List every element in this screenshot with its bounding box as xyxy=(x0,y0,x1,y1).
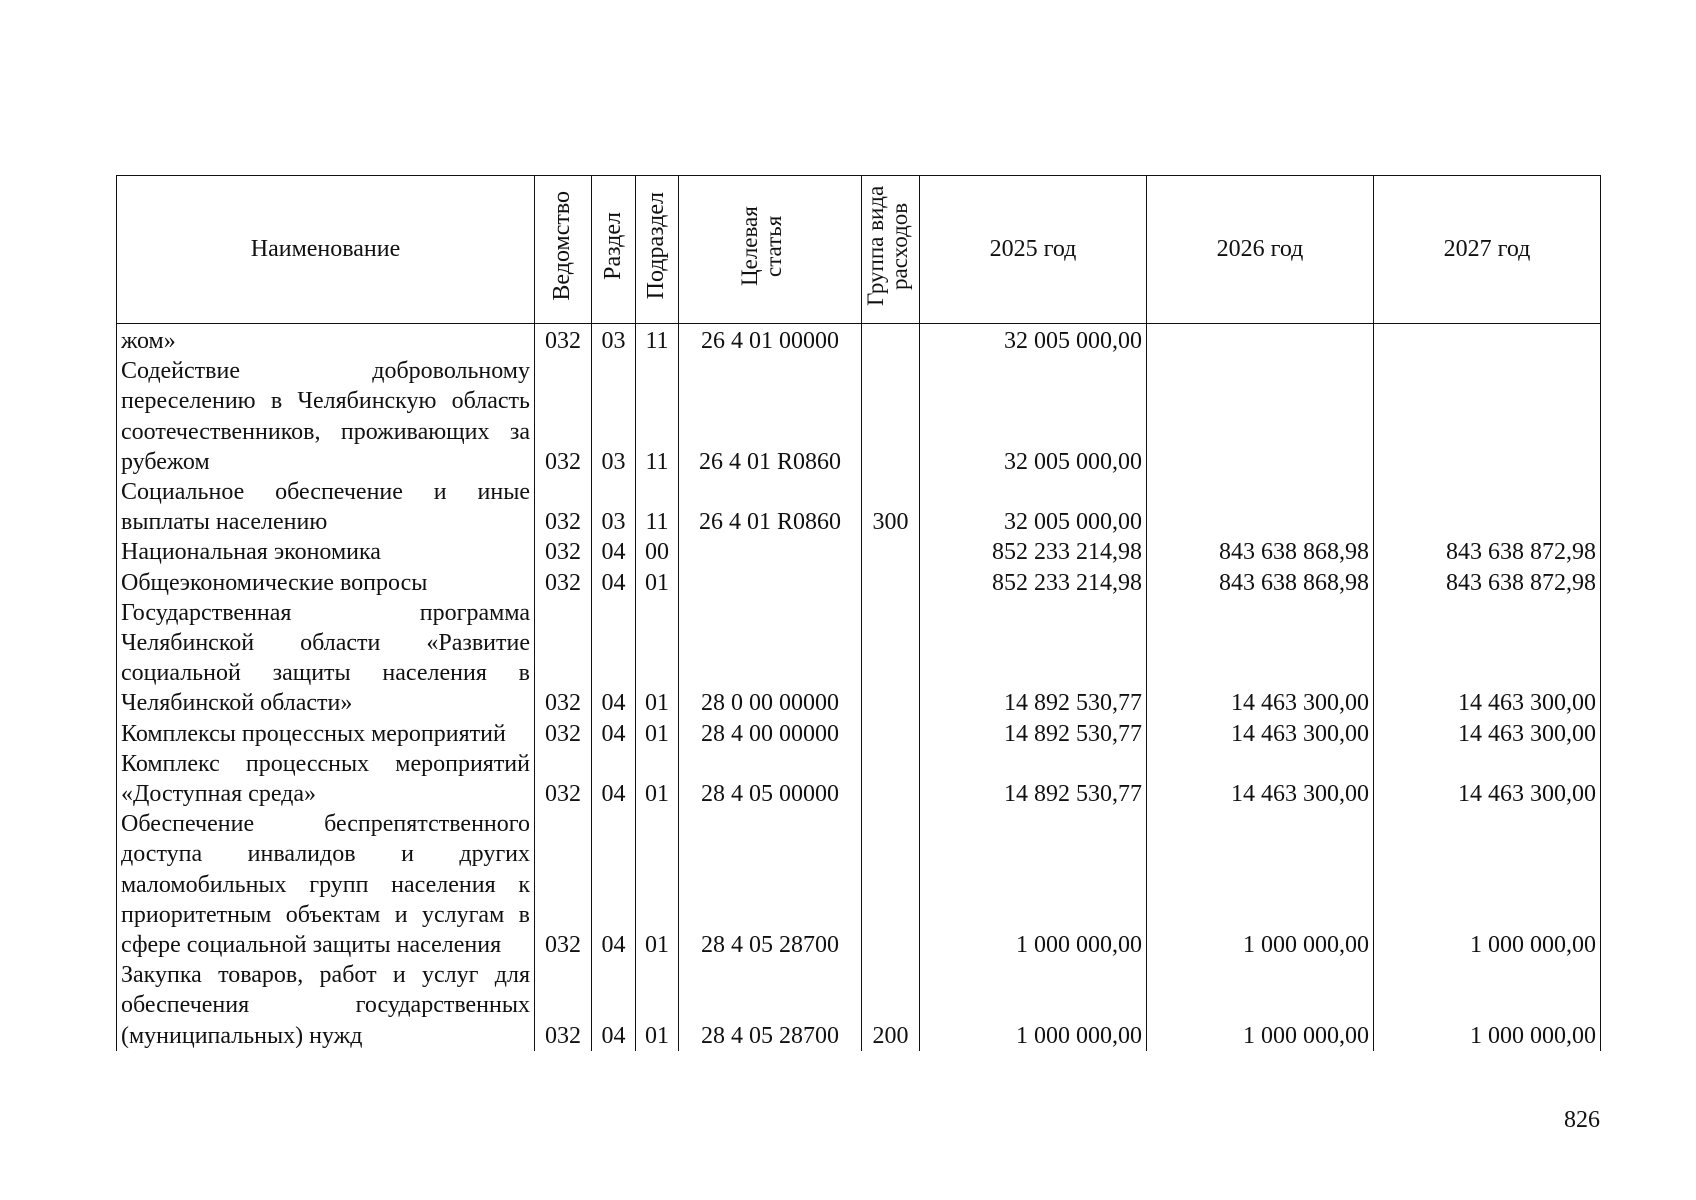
row-amount-2026: 1 000 000,00 xyxy=(1147,960,1374,1051)
row-amount-2026 xyxy=(1147,477,1374,537)
table-row xyxy=(117,477,1601,537)
row-podrazdel: 00 xyxy=(636,537,679,567)
row-vedomstvo: 032 xyxy=(535,356,592,477)
row-amount-2027 xyxy=(1374,324,1601,357)
table-row xyxy=(117,568,1601,598)
row-gruppa xyxy=(862,598,920,719)
table-row xyxy=(117,960,1601,1051)
row-vedomstvo: 032 xyxy=(535,809,592,960)
row-name: Содействие добровольному переселению в Челябинскую область соотечественников, проживающих за рубежом xyxy=(117,356,535,477)
row-name: Общеэкономические вопросы xyxy=(117,568,535,598)
row-razdel: 04 xyxy=(592,598,636,719)
row-gruppa xyxy=(862,568,920,598)
row-podrazdel: 01 xyxy=(636,809,679,960)
row-gruppa xyxy=(862,809,920,960)
row-vedomstvo: 032 xyxy=(535,324,592,357)
row-gruppa: 300 xyxy=(862,477,920,537)
row-amount-2027: 14 463 300,00 xyxy=(1374,749,1601,809)
row-celevaya-statya: 28 4 00 00000 xyxy=(679,719,862,749)
row-amount-2026: 843 638 868,98 xyxy=(1147,568,1374,598)
row-podrazdel: 01 xyxy=(636,749,679,809)
row-name: Комплексы процессных мероприятий xyxy=(117,719,535,749)
row-amount-2027: 14 463 300,00 xyxy=(1374,719,1601,749)
row-podrazdel: 01 xyxy=(636,598,679,719)
row-amount-2025: 14 892 530,77 xyxy=(920,598,1147,719)
row-celevaya-statya: 26 4 01 00000 xyxy=(679,324,862,357)
row-vedomstvo: 032 xyxy=(535,719,592,749)
row-razdel: 03 xyxy=(592,324,636,357)
header-name: Наименование xyxy=(117,176,535,324)
header-year-2027: 2027 год xyxy=(1374,176,1601,324)
row-podrazdel: 11 xyxy=(636,477,679,537)
row-amount-2026: 14 463 300,00 xyxy=(1147,749,1374,809)
header-vedomstvo: Ведомство xyxy=(535,176,592,324)
row-amount-2026: 14 463 300,00 xyxy=(1147,719,1374,749)
row-razdel: 04 xyxy=(592,960,636,1051)
row-name: Национальная экономика xyxy=(117,537,535,567)
table-header-row xyxy=(117,176,1601,324)
row-celevaya-statya xyxy=(679,568,862,598)
row-amount-2026: 843 638 868,98 xyxy=(1147,537,1374,567)
row-amount-2025: 852 233 214,98 xyxy=(920,568,1147,598)
row-vedomstvo: 032 xyxy=(535,598,592,719)
row-razdel: 04 xyxy=(592,537,636,567)
row-vedomstvo: 032 xyxy=(535,537,592,567)
row-name: Обеспечение беспрепятственного доступа инвалидов и других маломобильных групп населения к приоритетным объектам и услугам в сфере социальной защиты населения xyxy=(117,809,535,960)
table-row xyxy=(117,719,1601,749)
row-gruppa: 200 xyxy=(862,960,920,1051)
row-gruppa xyxy=(862,719,920,749)
table-row xyxy=(117,356,1601,477)
row-name: Комплекс процессных мероприятий «Доступная среда» xyxy=(117,749,535,809)
row-amount-2025: 1 000 000,00 xyxy=(920,809,1147,960)
header-razdel: Раздел xyxy=(592,176,636,324)
budget-table xyxy=(116,175,1601,1051)
table-body xyxy=(117,324,1601,1051)
row-amount-2027 xyxy=(1374,356,1601,477)
row-razdel: 04 xyxy=(592,809,636,960)
row-amount-2025: 32 005 000,00 xyxy=(920,477,1147,537)
row-podrazdel: 11 xyxy=(636,356,679,477)
row-amount-2025: 852 233 214,98 xyxy=(920,537,1147,567)
row-celevaya-statya: 28 4 05 00000 xyxy=(679,749,862,809)
row-razdel: 04 xyxy=(592,719,636,749)
row-amount-2025: 14 892 530,77 xyxy=(920,749,1147,809)
row-vedomstvo: 032 xyxy=(535,749,592,809)
row-amount-2027: 1 000 000,00 xyxy=(1374,809,1601,960)
budget-table-container xyxy=(116,175,1600,1051)
row-vedomstvo: 032 xyxy=(535,568,592,598)
header-podrazdel: Подраздел xyxy=(636,176,679,324)
row-amount-2027: 1 000 000,00 xyxy=(1374,960,1601,1051)
table-row xyxy=(117,809,1601,960)
row-gruppa xyxy=(862,537,920,567)
row-podrazdel: 01 xyxy=(636,960,679,1051)
row-celevaya-statya xyxy=(679,537,862,567)
row-podrazdel: 01 xyxy=(636,719,679,749)
row-amount-2027: 843 638 872,98 xyxy=(1374,568,1601,598)
row-amount-2025: 32 005 000,00 xyxy=(920,356,1147,477)
header-gruppa-vida-rashodov: Группа вида расходов xyxy=(862,176,920,324)
header-year-2026: 2026 год xyxy=(1147,176,1374,324)
row-amount-2025: 1 000 000,00 xyxy=(920,960,1147,1051)
row-celevaya-statya: 26 4 01 R0860 xyxy=(679,477,862,537)
row-amount-2026 xyxy=(1147,356,1374,477)
row-vedomstvo: 032 xyxy=(535,960,592,1051)
row-amount-2026: 14 463 300,00 xyxy=(1147,598,1374,719)
table-row xyxy=(117,324,1601,357)
row-razdel: 03 xyxy=(592,477,636,537)
row-razdel: 03 xyxy=(592,356,636,477)
page-number: 826 xyxy=(1564,1107,1600,1133)
row-razdel: 04 xyxy=(592,749,636,809)
row-name: Закупка товаров, работ и услуг для обеспечения государственных (муниципальных) нужд xyxy=(117,960,535,1051)
row-amount-2027: 843 638 872,98 xyxy=(1374,537,1601,567)
row-amount-2026: 1 000 000,00 xyxy=(1147,809,1374,960)
row-podrazdel: 11 xyxy=(636,324,679,357)
header-year-2025: 2025 год xyxy=(920,176,1147,324)
row-celevaya-statya: 26 4 01 R0860 xyxy=(679,356,862,477)
row-vedomstvo: 032 xyxy=(535,477,592,537)
row-celevaya-statya: 28 0 00 00000 xyxy=(679,598,862,719)
row-amount-2027: 14 463 300,00 xyxy=(1374,598,1601,719)
header-celevaya-statya: Целевая статья xyxy=(679,176,862,324)
row-celevaya-statya: 28 4 05 28700 xyxy=(679,809,862,960)
row-gruppa xyxy=(862,324,920,357)
row-amount-2025: 32 005 000,00 xyxy=(920,324,1147,357)
row-name: жом» xyxy=(117,324,535,357)
row-razdel: 04 xyxy=(592,568,636,598)
table-row xyxy=(117,537,1601,567)
table-row xyxy=(117,749,1601,809)
row-name: Государственная программа Челябинской области «Развитие социальной защиты населения в Челябинской области» xyxy=(117,598,535,719)
row-podrazdel: 01 xyxy=(636,568,679,598)
row-amount-2025: 14 892 530,77 xyxy=(920,719,1147,749)
row-amount-2026 xyxy=(1147,324,1374,357)
row-name: Социальное обеспечение и иные выплаты населению xyxy=(117,477,535,537)
row-gruppa xyxy=(862,749,920,809)
row-gruppa xyxy=(862,356,920,477)
table-row xyxy=(117,598,1601,719)
row-amount-2027 xyxy=(1374,477,1601,537)
row-celevaya-statya: 28 4 05 28700 xyxy=(679,960,862,1051)
